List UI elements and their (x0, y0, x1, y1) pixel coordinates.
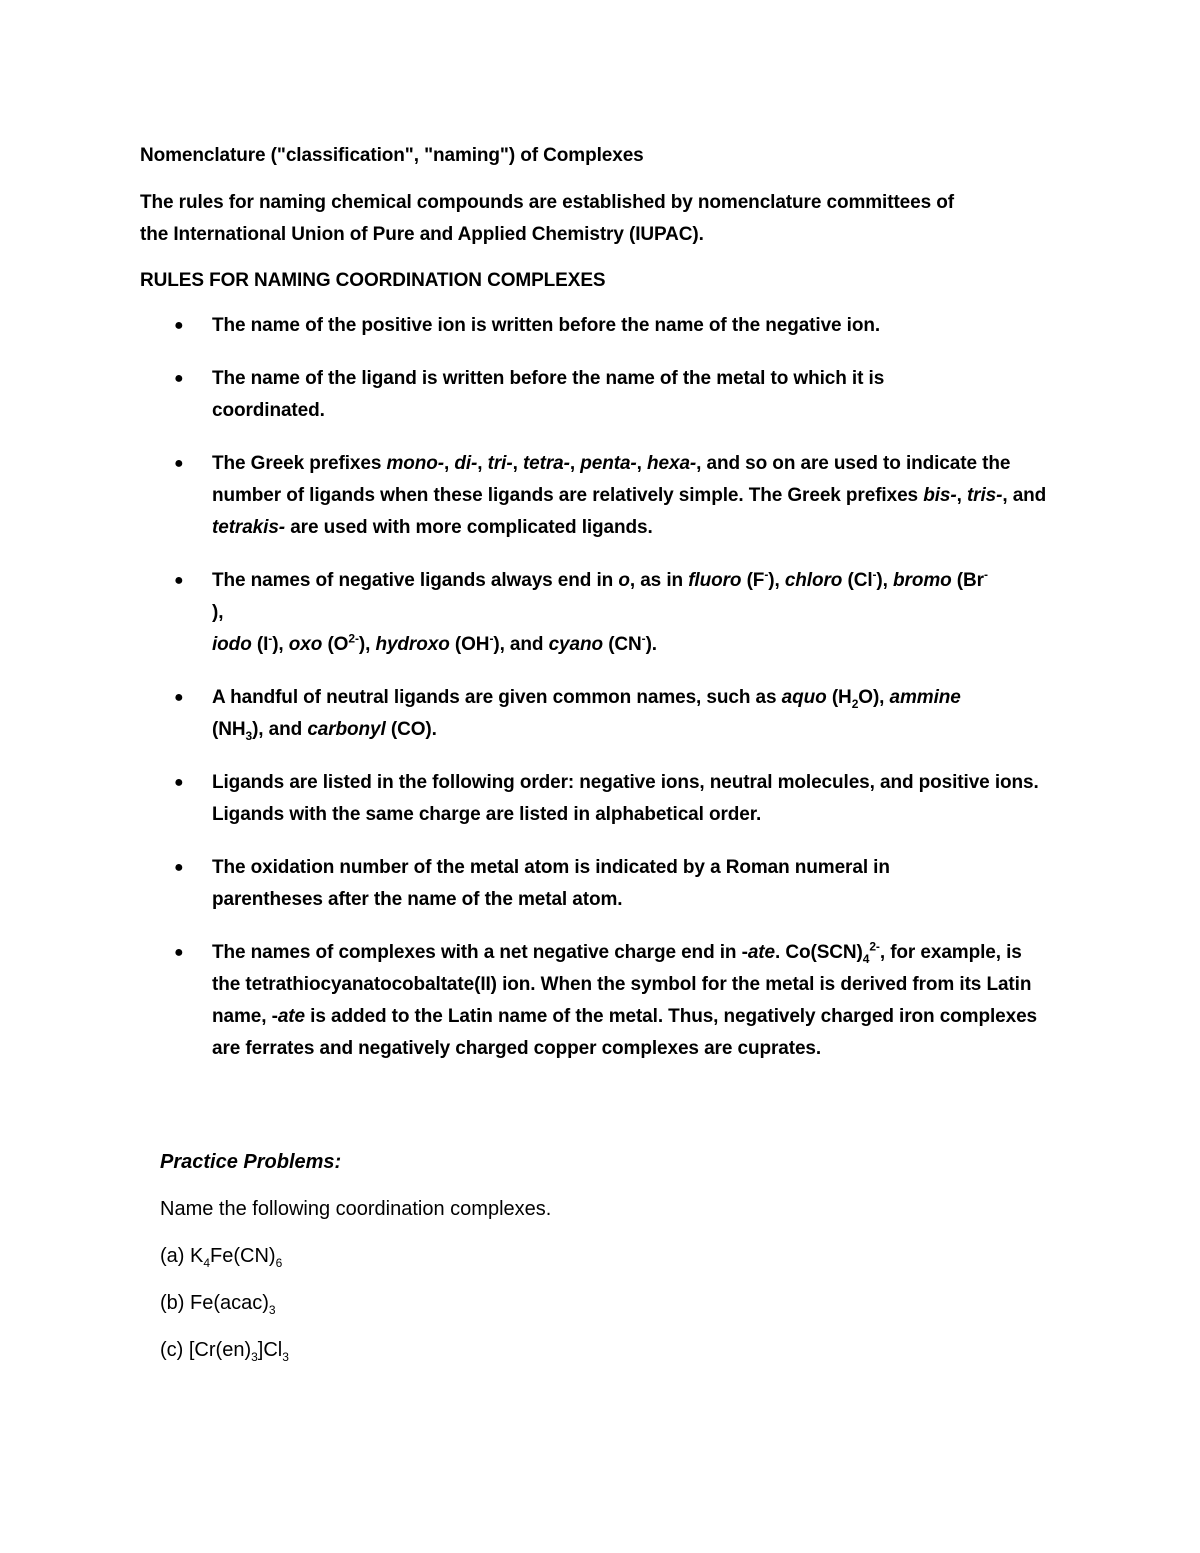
practice-instruction: Name the following coordination complexes. (160, 1198, 552, 1220)
formula: (Br (951, 570, 984, 591)
formula: (I (251, 634, 269, 655)
formula: (CO). (385, 719, 437, 740)
rule-text: , (444, 453, 455, 474)
formula: (H (826, 687, 852, 708)
prefix-term: bis- (923, 485, 957, 506)
bullet-icon: ● (174, 689, 184, 706)
ligand-name: aquo (781, 687, 827, 708)
prefix-term: tris- (966, 485, 1003, 506)
suffix-term: ate (277, 1006, 305, 1027)
rule-text: , and (1002, 485, 1047, 506)
rule-text: is added to the Latin name of the metal. Thus, negatively charged iron complexes are ferrates and negatively charged copper complexes are cuprates. (212, 1006, 1038, 1059)
formula: ), (272, 634, 289, 655)
charge: - (983, 567, 988, 582)
ligand-name: iodo (212, 634, 252, 655)
ligand-name: oxo (288, 634, 323, 655)
rule-item (140, 565, 1070, 661)
rule-text: , (956, 485, 967, 506)
rule-text: A handful of neutral ligands are given common names, such as (212, 687, 782, 708)
subscript: 3 (251, 1350, 258, 1364)
bullet-icon: ● (174, 859, 184, 876)
rule-text: , (636, 453, 647, 474)
rule-text: . Co(SCN) (775, 942, 863, 963)
formula: (F (741, 570, 765, 591)
formula: ), and (252, 719, 308, 740)
subscript: 6 (275, 1256, 283, 1270)
formula: ), (358, 634, 376, 655)
ligand-name: hydroxo (375, 634, 450, 655)
charge: - (764, 567, 769, 582)
formula: ), (768, 570, 785, 591)
problem-b (160, 1287, 276, 1319)
problem-text: (c) [Cr(en) (160, 1339, 252, 1361)
subscript: 2 (851, 696, 859, 711)
bullet-icon: ● (174, 944, 184, 961)
charge: - (489, 631, 494, 646)
charge: 2- (348, 631, 359, 646)
subscript: 4 (203, 1256, 211, 1270)
rule-text: The oxidation number of the metal atom is indicated by a Roman numeral in parentheses after the name of the metal atom. (212, 857, 890, 910)
problem-a (160, 1240, 282, 1272)
rule-text: The names of negative ligands always end in (212, 570, 619, 591)
ligand-name: cyano (548, 634, 604, 655)
prefix-term: tetrakis- (212, 517, 286, 538)
formula: ). (645, 634, 657, 655)
problem-text: ]Cl (257, 1339, 283, 1361)
charge: - (641, 631, 646, 646)
bullet-icon: ● (174, 774, 184, 791)
problem-text: (a) K (160, 1245, 204, 1267)
practice-heading: Practice Problems: (160, 1151, 342, 1173)
formula: (NH (212, 719, 246, 740)
rule-text: are used with more complicated ligands. (285, 517, 653, 538)
bullet-icon: ● (174, 370, 184, 387)
bullet-icon: ● (174, 317, 184, 334)
prefix-term: hexa- (647, 453, 697, 474)
formula: O), (858, 687, 890, 708)
prefix-term: mono- (386, 453, 445, 474)
charge: 2- (869, 939, 880, 954)
rule-text: The Greek prefixes (212, 453, 387, 474)
intro-line-1: The rules for naming chemical compounds are established by nomenclature committees of (140, 192, 954, 213)
rule-text: , for example, is the tetrathiocyanatocobaltate(II) ion. When the symbol for the metal is derived from its Latin name, - (212, 942, 1032, 1027)
prefix-term: tetra- (522, 453, 570, 474)
prefix-term: di- (454, 453, 478, 474)
subscript: 3 (282, 1350, 289, 1364)
rule-text: , as in (629, 570, 689, 591)
rule-text: , (569, 453, 581, 474)
rule-text: The name of the positive ion is written before the name of the negative ion. (212, 315, 881, 336)
formula: (Cl (842, 570, 873, 591)
ligand-name: ammine (889, 687, 961, 708)
rule-text: The names of complexes with a net negative charge end in - (212, 942, 748, 963)
ending-term: o (618, 570, 630, 591)
formula: (CN (603, 634, 642, 655)
suffix-term: ate (747, 942, 776, 963)
subscript: 4 (862, 951, 870, 966)
subscript: 3 (245, 728, 253, 743)
rule-text: , (512, 453, 523, 474)
formula: (OH (449, 634, 490, 655)
document-title: Nomenclature ("classification", "naming") of Complexes (140, 145, 644, 166)
rule-item (140, 448, 1070, 544)
rule-item (140, 937, 1070, 1065)
problem-c (160, 1334, 289, 1366)
rule-text: The name of the ligand is written before the name of the metal to which it is coordinated. (212, 368, 885, 421)
problem-text: Fe(CN) (210, 1245, 276, 1267)
bullet-icon: ● (174, 572, 184, 589)
rule-text: Ligands are listed in the following order: negative ions, neutral molecules, and positive ions. Ligands with the same charge are listed in alphabetical order. (212, 772, 1039, 825)
prefix-term: tri- (487, 453, 513, 474)
subscript: 3 (268, 1303, 276, 1317)
ligand-name: bromo (893, 570, 952, 591)
charge: - (268, 631, 273, 646)
rule-item (140, 310, 1070, 342)
formula: ), (876, 570, 894, 591)
rule-item (140, 363, 1070, 427)
rule-text: , (477, 453, 488, 474)
rule-item (140, 852, 1070, 916)
rule-text: , and so on are used to indicate the number of ligands when these ligands are relatively simple. The Greek prefixes (212, 453, 1011, 506)
charge: - (872, 567, 877, 582)
problem-text: (b) Fe(acac) (160, 1292, 269, 1314)
formula: (O (322, 634, 349, 655)
ligand-name: fluoro (688, 570, 742, 591)
formula: ), and (493, 634, 549, 655)
ligand-name: chloro (784, 570, 843, 591)
rules-heading: RULES FOR NAMING COORDINATION COMPLEXES (140, 270, 606, 291)
rule-item (140, 767, 1070, 831)
formula: ), (212, 602, 224, 623)
prefix-term: penta- (580, 453, 637, 474)
intro-line-2: the International Union of Pure and Applied Chemistry (IUPAC). (140, 224, 704, 245)
rules-list (140, 310, 1070, 1086)
ligand-name: carbonyl (307, 719, 386, 740)
bullet-icon: ● (174, 455, 184, 472)
rule-item (140, 682, 1070, 746)
